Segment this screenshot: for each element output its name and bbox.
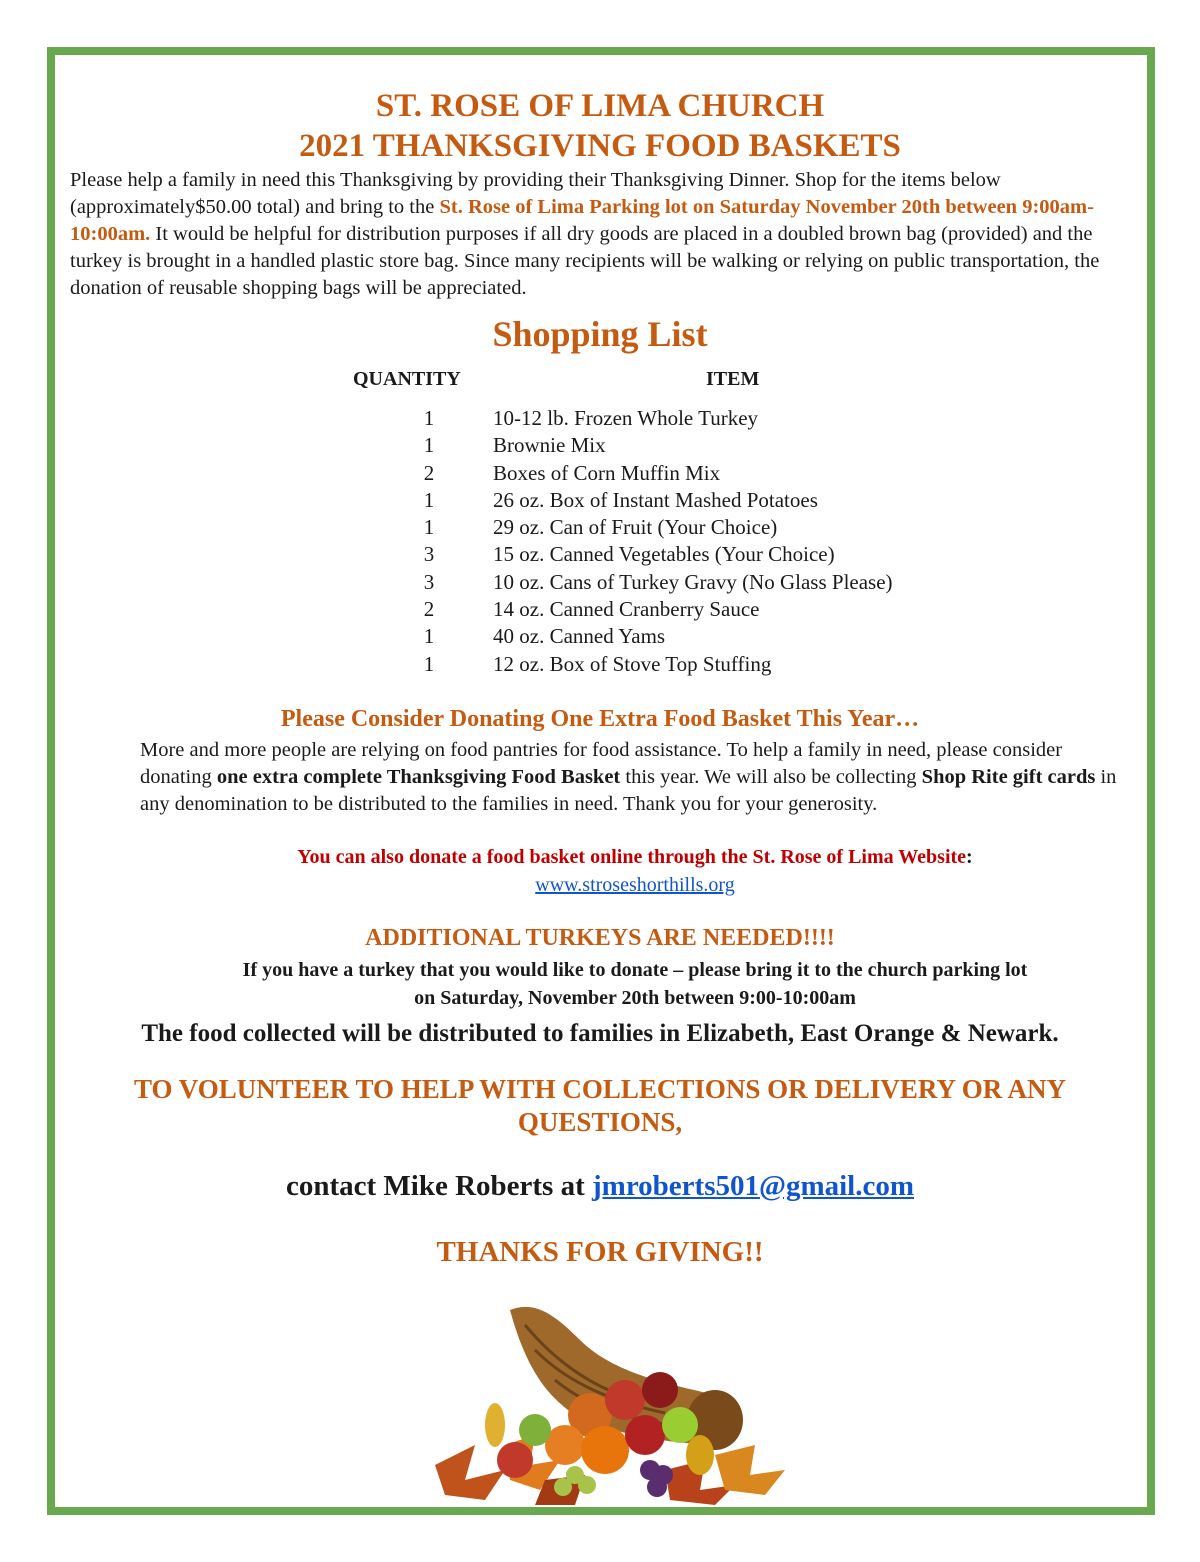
- item-quantity: 1: [423, 624, 435, 649]
- closing-message: THANKS FOR GIVING!!: [436, 1236, 764, 1268]
- online-donation-text: You can also donate a food basket online through the St. Rose of Lima Website: [297, 846, 967, 868]
- item-quantity: 1: [423, 515, 435, 540]
- item-column-header: ITEM: [706, 368, 760, 390]
- item-quantity: 1: [423, 651, 435, 676]
- item-name: Boxes of Corn Muffin Mix: [493, 460, 721, 485]
- item-name: 12 oz. Box of Stove Top Stuffing: [493, 651, 772, 676]
- consider-text-1: More and more people are relying on food pantries for food assistance. To help a family in need, please consider donating: [140, 739, 1063, 788]
- item-quantity: 1: [423, 406, 435, 430]
- item-quantity: 2: [423, 460, 435, 485]
- intro-highlight: St. Rose of Lima Parking lot on Saturday November 20th between 9:00am-10:00am.: [70, 196, 1094, 245]
- item-name: Brownie Mix: [493, 433, 606, 458]
- intro-paragraph: [70, 167, 1130, 302]
- volunteer-line-2: QUESTIONS,: [517, 1107, 683, 1137]
- list-item: [380, 514, 1020, 541]
- intro-text-1: Please help a family in need this Thanksgiving by providing their Thanksgiving Dinner. Shop for the items below (approximately$50.00 total) and bring to the: [70, 169, 1001, 218]
- list-item: [380, 623, 1020, 650]
- distribution-statement: The food collected will be distributed to families in Elizabeth, East Orange & Newark.: [141, 1020, 1059, 1047]
- item-quantity: 2: [423, 597, 435, 622]
- volunteer-line-1: TO VOLUNTEER TO HELP WITH COLLECTIONS OR DELIVERY OR ANY: [133, 1074, 1066, 1104]
- list-item: [380, 432, 1020, 459]
- item-name: 14 oz. Canned Cranberry Sauce: [493, 597, 760, 622]
- list-item: [380, 460, 1020, 487]
- consider-text-2: this year. We will also be collecting: [620, 766, 922, 788]
- turkeys-heading: ADDITIONAL TURKEYS ARE NEEDED!!!!: [365, 925, 835, 951]
- consider-text-3: in any denomination to be distributed to the families in need. Thank you for your generosity.: [140, 766, 1117, 815]
- event-title: 2021 THANKSGIVING FOOD BASKETS: [299, 128, 901, 164]
- church-title: ST. ROSE OF LIMA CHURCH: [375, 88, 825, 124]
- online-donation-colon: :: [966, 846, 973, 868]
- online-donation-note: [0, 846, 1200, 869]
- item-name: 26 oz. Box of Instant Mashed Potatoes: [493, 487, 818, 512]
- turkeys-line-2: on Saturday, November 20th between 9:00-10:00am: [414, 987, 856, 1009]
- shopping-list-heading: Shopping List: [492, 314, 708, 354]
- item-name: 10 oz. Cans of Turkey Gravy (No Glass Please): [493, 569, 893, 594]
- list-item: [380, 405, 1020, 432]
- item-quantity: 1: [423, 487, 435, 512]
- item-quantity: 3: [423, 542, 435, 567]
- shopping-list: [380, 405, 1020, 678]
- contact-line: [0, 1170, 1200, 1203]
- volunteer-heading: [100, 1073, 1100, 1139]
- list-item: [380, 487, 1020, 514]
- quantity-column-header: QUANTITY: [353, 368, 461, 390]
- website-link[interactable]: www.stroseshorthills.org: [535, 874, 735, 896]
- item-name: 10-12 lb. Frozen Whole Turkey: [493, 406, 759, 430]
- list-item: [380, 596, 1020, 623]
- turkeys-line-1: If you have a turkey that you would like to donate – please bring it to the church parking lot: [242, 959, 1028, 981]
- item-quantity: 3: [423, 569, 435, 594]
- contact-prefix: contact Mike Roberts at: [285, 1170, 592, 1202]
- item-name: 15 oz. Canned Vegetables (Your Choice): [493, 542, 835, 567]
- cornucopia-illustration: [415, 1295, 795, 1505]
- list-item: [380, 651, 1020, 678]
- turkeys-text: [150, 956, 1120, 1012]
- consider-bold-giftcards: Shop Rite gift cards: [921, 766, 1096, 788]
- list-item: [380, 541, 1020, 568]
- extra-basket-heading: Please Consider Donating One Extra Food Basket This Year…: [280, 706, 920, 732]
- contact-email-link[interactable]: jmroberts501@gmail.com: [592, 1170, 915, 1202]
- intro-text-2: It would be helpful for distribution purposes if all dry goods are placed in a doubled brown bag (provided) and the turkey is brought in a handled plastic store bag. Since many recipients will be walking or relying on public transportation, the donation of reusable shopping bags will be appreciated.: [70, 223, 1100, 299]
- item-quantity: 1: [423, 433, 435, 458]
- list-item: [380, 569, 1020, 596]
- item-name: 40 oz. Canned Yams: [493, 624, 666, 649]
- item-name: 29 oz. Can of Fruit (Your Choice): [493, 515, 778, 540]
- consider-bold-basket: one extra complete Thanksgiving Food Basket: [216, 766, 621, 788]
- extra-basket-paragraph: [140, 737, 1130, 818]
